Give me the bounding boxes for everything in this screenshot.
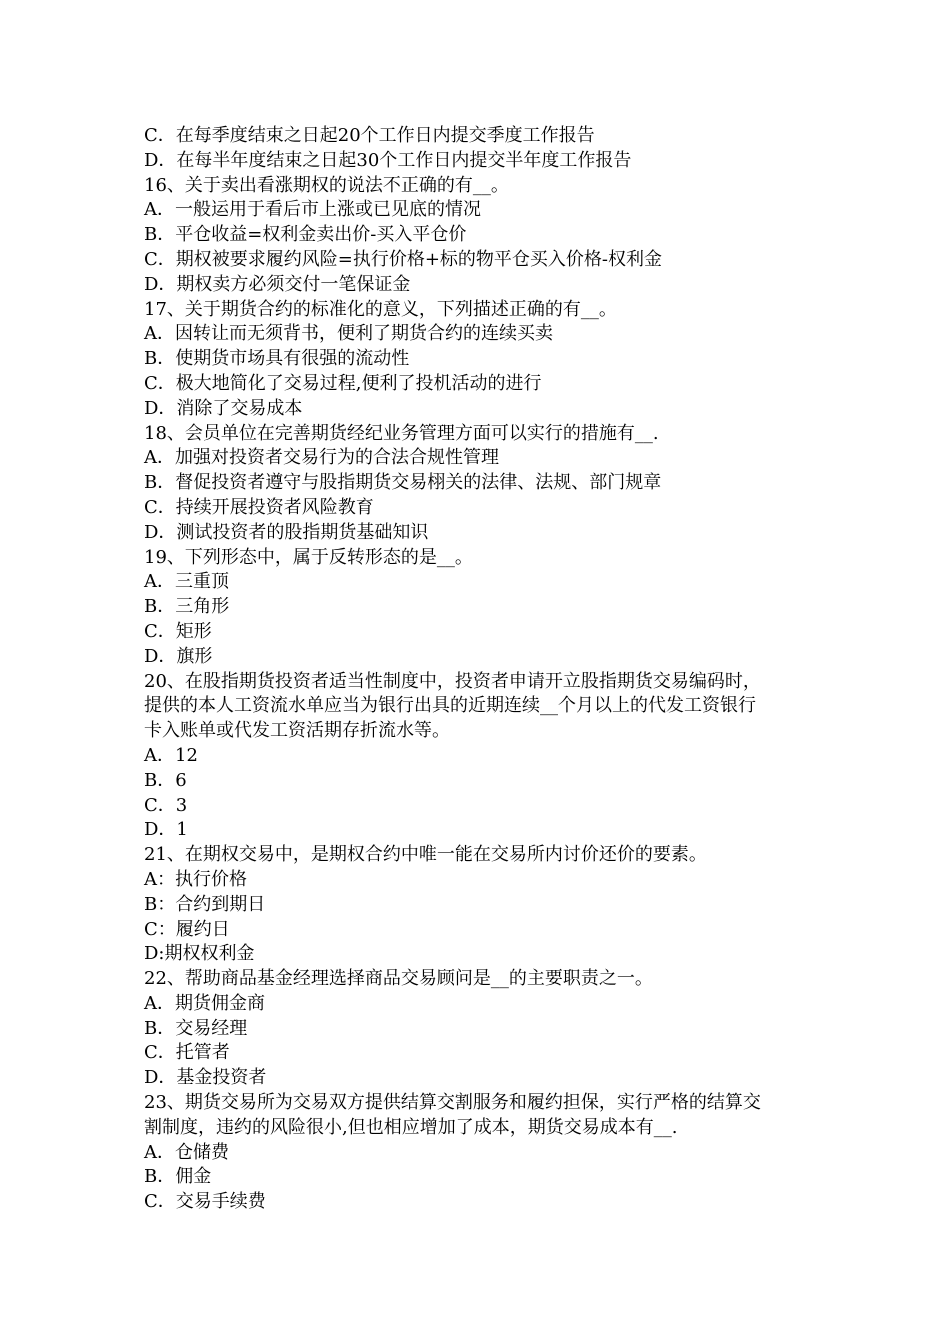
option-line: B：合约到期日 <box>144 893 266 915</box>
option-line: C．托管者 <box>144 1042 230 1064</box>
question-line: 21、在期权交易中，是期权合约中唯一能在交易所内讨价还价的要素。 <box>144 844 707 866</box>
question-line: 割制度，违约的风险很小,但也相应增加了成本，期货交易成本有__. <box>144 1116 678 1138</box>
option-line: D．在每半年度结束之日起30个工作日内提交半年度工作报告 <box>144 149 632 171</box>
option-line: D:期权权利金 <box>144 943 255 965</box>
option-line: B．使期货市场具有很强的流动性 <box>144 348 410 370</box>
option-line: D．消除了交易成本 <box>144 397 303 419</box>
option-line: B．三角形 <box>144 596 230 618</box>
document-body <box>144 124 816 1215</box>
option-line: C：履约日 <box>144 918 230 940</box>
question-line: 提供的本人工资流水单应当为银行出具的近期连续__个月以上的代发工资银行 <box>144 695 756 717</box>
question-line: 22、帮助商品基金经理选择商品交易顾问是__的主要职责之一。 <box>144 968 653 990</box>
option-line: C．在每季度结束之日起20个工作日内提交季度工作报告 <box>144 125 595 146</box>
question-line: 19、下列形态中，属于反转形态的是__。 <box>144 546 473 568</box>
option-line: C．持续开展投资者风险教育 <box>144 496 374 518</box>
option-line: D．1 <box>144 819 188 841</box>
question-line: 16、关于卖出看涨期权的说法不正确的有__。 <box>144 174 509 196</box>
option-line: B．6 <box>144 769 187 791</box>
option-line: B．平仓收益=权利金卖出价-买入平仓价 <box>144 224 467 246</box>
option-line: D．基金投资者 <box>144 1067 267 1089</box>
option-line: A．仓储费 <box>144 1141 229 1163</box>
option-line: C．极大地简化了交易过程,便利了投机活动的进行 <box>144 372 542 394</box>
option-line: A．一般运用于看后市上涨或已见底的情况 <box>144 199 481 221</box>
option-line: C．矩形 <box>144 620 212 642</box>
question-line: 23、期货交易所为交易双方提供结算交割服务和履约担保，实行严格的结算交 <box>144 1092 761 1114</box>
option-line: A．期货佣金商 <box>144 992 265 1014</box>
option-line: B．交易经理 <box>144 1017 248 1039</box>
option-line: A．三重顶 <box>144 571 229 593</box>
question-line: 17、关于期货合约的标准化的意义，下列描述正确的有__。 <box>144 298 617 320</box>
option-line: C．交易手续费 <box>144 1191 266 1213</box>
option-line: A．12 <box>144 744 198 766</box>
option-line: C．期权被要求履约风险=执行价格+标的物平仓买入价格-权利金 <box>144 248 663 270</box>
question-line: 卡入账单或代发工资活期存折流水等。 <box>144 720 450 742</box>
option-line: B．督促投资者遵守与股指期货交易栩关的法律、法规、部门规章 <box>144 472 662 494</box>
option-line: B．佣金 <box>144 1166 212 1188</box>
option-line: D．旗形 <box>144 645 213 667</box>
option-line: A：执行价格 <box>144 868 247 890</box>
option-line: D．期权卖方必须交付一笔保证金 <box>144 273 411 295</box>
option-line: A．加强对投资者交易行为的合法合规性管理 <box>144 447 499 469</box>
option-line: A．因转让而无须背书，便利了期货合约的连续买卖 <box>144 323 553 345</box>
question-line: 18、会员单位在完善期货经纪业务管理方面可以实行的措施有__. <box>144 422 659 444</box>
option-line: C．3 <box>144 794 188 816</box>
question-line: 20、在股指期货投资者适当性制度中，投资者申请开立股指期货交易编码时， <box>144 670 761 692</box>
option-line: D．测试投资者的股指期货基础知识 <box>144 521 429 543</box>
